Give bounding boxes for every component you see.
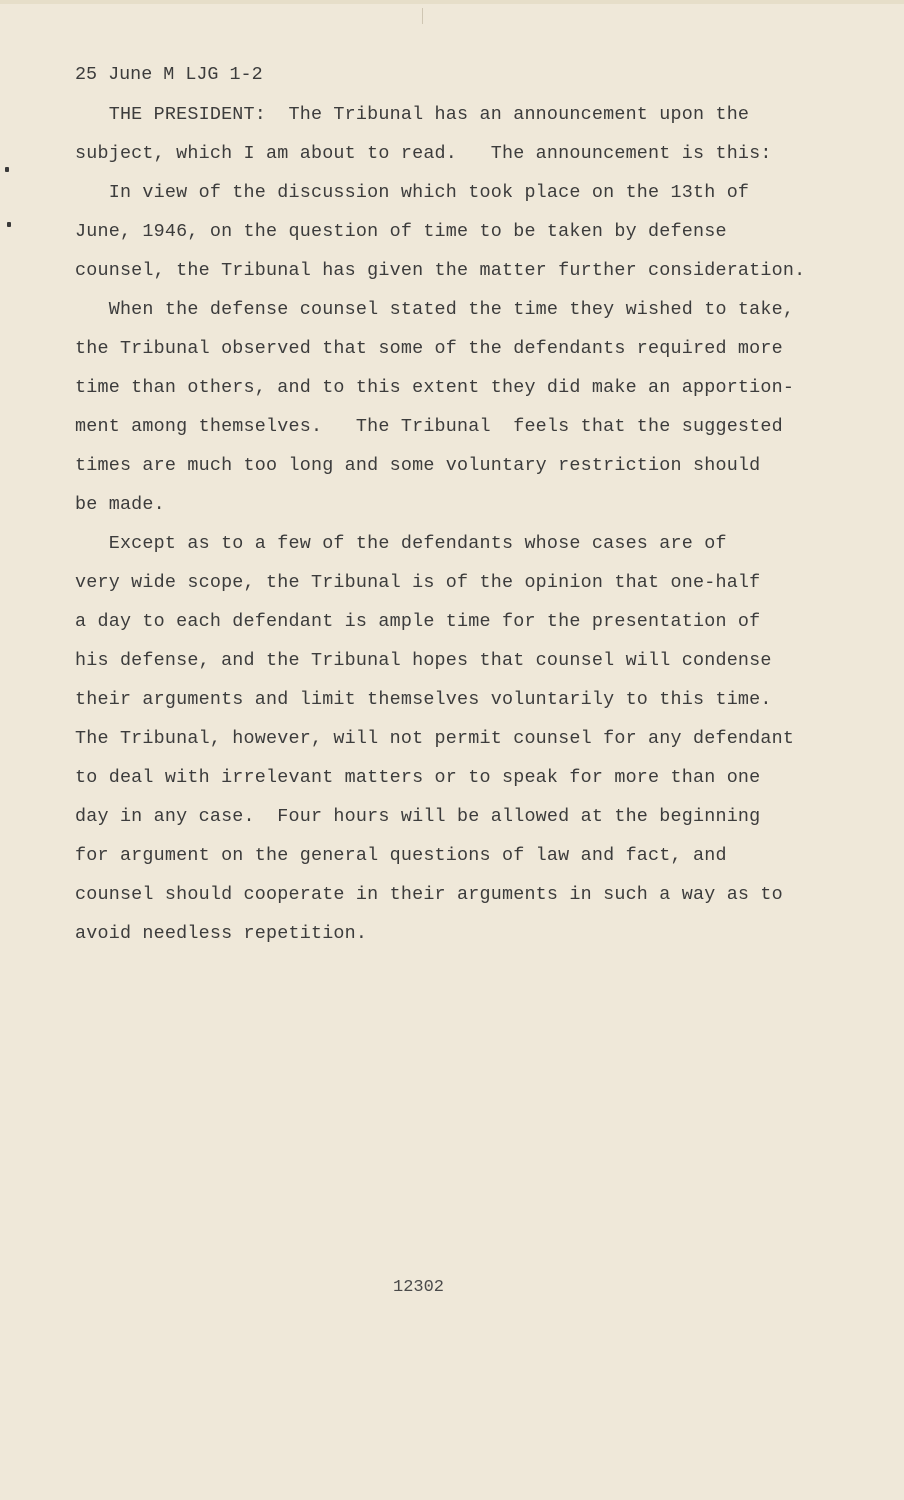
page-number: 12302	[393, 1278, 445, 1297]
text-line: very wide scope, the Tribunal is of the opinion that one-half	[75, 572, 761, 593]
text-line: his defense, and the Tribunal hopes that counsel will condense	[75, 650, 772, 671]
margin-mark	[7, 222, 11, 227]
text-line: a day to each defendant is ample time for the presentation of	[75, 611, 761, 632]
margin-mark	[5, 167, 9, 172]
text-line: When the defense counsel stated the time they wished to take,	[75, 299, 795, 320]
text-line: THE PRESIDENT: The Tribunal has an announcement upon the	[75, 104, 750, 125]
text-line: day in any case. Four hours will be allowed at the beginning	[75, 806, 761, 827]
text-line: Except as to a few of the defendants whose cases are of	[75, 533, 727, 554]
paper-edge	[0, 0, 904, 4]
text-line: for argument on the general questions of law and fact, and	[75, 845, 727, 866]
text-line: their arguments and limit themselves voluntarily to this time.	[75, 689, 772, 710]
text-line: In view of the discussion which took place on the 13th of	[75, 182, 750, 203]
paper-crease	[422, 8, 423, 24]
text-line: subject, which I am about to read. The announcement is this:	[75, 143, 772, 164]
text-line: be made.	[75, 494, 165, 515]
text-line: June, 1946, on the question of time to be taken by defense	[75, 221, 727, 242]
text-line: counsel should cooperate in their arguments in such a way as to	[75, 884, 783, 905]
text-line: time than others, and to this extent they did make an apportion-	[75, 377, 795, 398]
text-line: to deal with irrelevant matters or to speak for more than one	[75, 767, 761, 788]
text-line: ment among themselves. The Tribunal feels that the suggested	[75, 416, 783, 437]
text-line: the Tribunal observed that some of the defendants required more	[75, 338, 783, 359]
text-line: avoid needless repetition.	[75, 923, 368, 944]
text-line: times are much too long and some voluntary restriction should	[75, 455, 761, 476]
document-header: 25 June M LJG 1-2	[75, 64, 263, 85]
text-line: The Tribunal, however, will not permit counsel for any defendant	[75, 728, 795, 749]
text-line: counsel, the Tribunal has given the matter further consideration.	[75, 260, 806, 281]
